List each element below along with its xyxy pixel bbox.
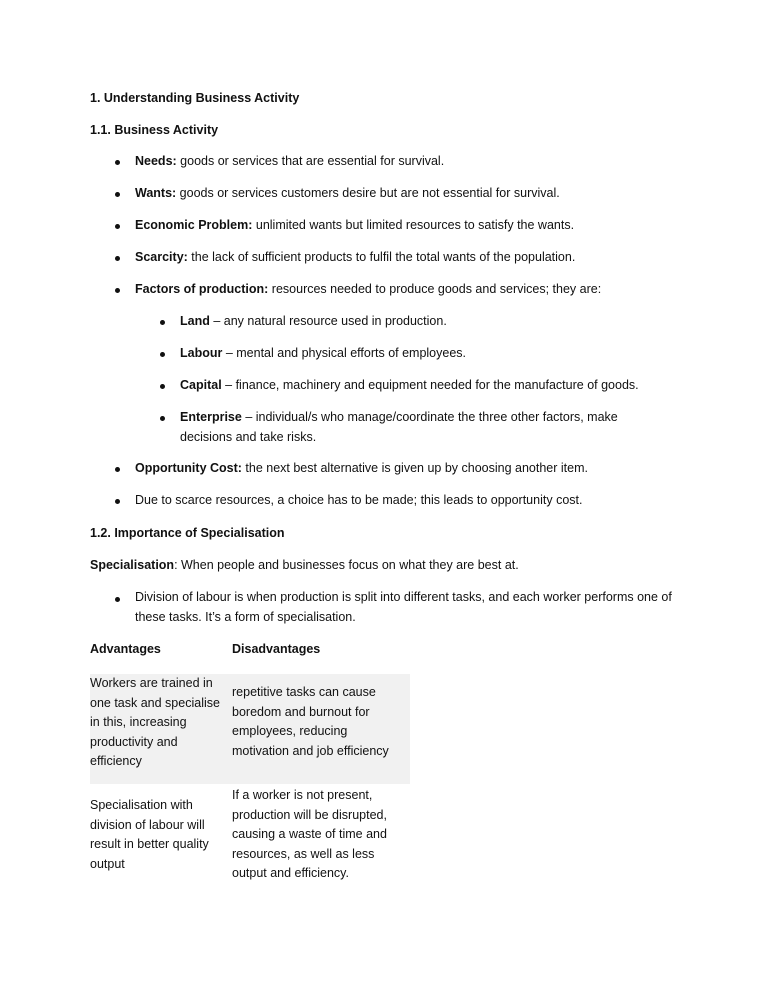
definition: – finance, machinery and equipment needed for the manufacture of goods. [221, 378, 639, 392]
bullet-icon [115, 192, 120, 197]
term: Needs: [135, 154, 177, 168]
bullet-icon [115, 499, 120, 504]
bullet-icon [115, 597, 120, 602]
term: Land [180, 314, 210, 328]
bullet-icon [115, 256, 120, 261]
definition: the next best alternative is given up by choosing another item. [241, 461, 588, 475]
term: Specialisation [90, 558, 175, 572]
list-text: Division of labour is when production is split into different tasks, and each worker performs one of these tasks. It’s a form of specialisation. [135, 590, 672, 624]
definition: goods or services that are essential for survival. [176, 154, 445, 168]
specialisation-definition [90, 558, 519, 572]
section-1-1-title: 1.1. Business Activity [90, 123, 219, 137]
bullet-icon [115, 224, 120, 229]
bullet-icon [160, 416, 165, 421]
bullet-icon [160, 352, 165, 357]
term: Capital [180, 378, 222, 392]
bullet-icon [115, 467, 120, 472]
bullet-icon [115, 288, 120, 293]
term: Economic Problem: [135, 218, 253, 232]
term: Enterprise [180, 410, 242, 424]
term: Scarcity: [135, 250, 188, 264]
table-cell: Specialisation with division of labour will result in better quality output [90, 798, 209, 871]
table-cell: repetitive tasks can cause boredom and burnout for employees, reducing motivation and job efficiency [232, 685, 389, 758]
bullet-icon [115, 160, 120, 165]
term: Wants: [135, 186, 177, 200]
term: Factors of production: [135, 282, 269, 296]
main-heading: 1. Understanding Business Activity [90, 91, 300, 105]
table-cell: If a worker is not present, production will be disrupted, causing a waste of time and resources, as well as less output and efficiency. [232, 788, 387, 880]
bullet-icon [160, 384, 165, 389]
definition: – mental and physical efforts of employees. [222, 346, 467, 360]
table-cell: Workers are trained in one task and specialise in this, increasing productivity and efficiency [90, 676, 220, 768]
term: Opportunity Cost: [135, 461, 242, 475]
bullet-icon [160, 320, 165, 325]
table-header: Advantages [90, 642, 161, 656]
table-header: Disadvantages [232, 642, 321, 656]
definition: – any natural resource used in production. [209, 314, 447, 328]
list-text: Due to scarce resources, a choice has to be made; this leads to opportunity cost. [135, 493, 583, 507]
definition: : When people and businesses focus on what they are best at. [174, 558, 519, 572]
definition: – individual/s who manage/coordinate the three other factors, make decisions and take risks. [180, 410, 618, 444]
definition: resources needed to produce goods and services; they are: [268, 282, 602, 296]
definition: the lack of sufficient products to fulfil the total wants of the population. [187, 250, 576, 264]
definition: goods or services customers desire but are not essential for survival. [176, 186, 560, 200]
section-1-2-title: 1.2. Importance of Specialisation [90, 526, 285, 540]
definition: unlimited wants but limited resources to satisfy the wants. [252, 218, 575, 232]
term: Labour [180, 346, 223, 360]
